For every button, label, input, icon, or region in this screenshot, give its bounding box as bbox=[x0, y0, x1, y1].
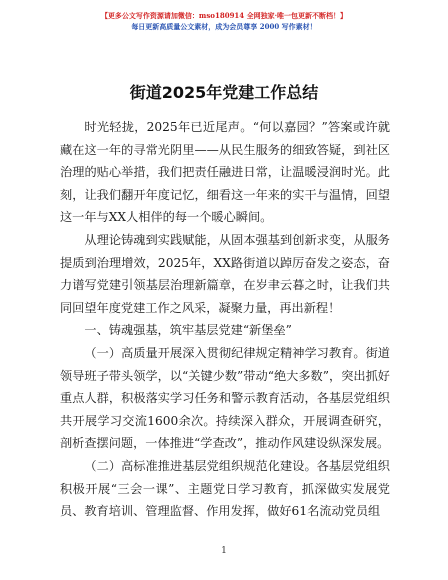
promo-line-blue: 每日更新高质量公文素材，成为会员尊享 2000 写作素材！ bbox=[131, 22, 317, 31]
document-title: 街道2025年党建工作总结 bbox=[129, 83, 319, 102]
section-heading-1: 一、铸魂强基，筑牢基层党建“新堡垒” bbox=[84, 323, 292, 338]
subsection-paragraph-1: （一）高质量开展深入贯彻纪律规定精神学习教育。街道领导班子带头领学，以“关键少数”带动“绝大多数”，突出抓好重点人群，积极落实学习任务和警示教育活动，各基层党组织共开展学习交流1600余次。持续深入群众，开展调查研究，剖析查摆问题，一体推进“学查改”，推动作风建设纵深发展。 bbox=[60, 345, 390, 451]
subsection-paragraph-2: （二）高标准推进基层党组织规范化建设。各基层党组织积极开展“三会一课”、主题党日学习教育，抓深做实发展党员、教育培训、管理监督、作用发挥，做好61名流动党员组 bbox=[60, 458, 390, 519]
promo-line-red: 【更多公文写作资源请加微信：mso180914 全网独家·唯一包更新不断档！】 bbox=[100, 11, 348, 20]
promo-banner bbox=[0, 10, 448, 32]
intro-paragraph-2: 从理论铸魂到实践赋能，从固本强基到创新求变，从服务提质到治理增效，2025年，XX路街道以踔厉奋发之姿态，奋力谱写党建引领基层治理新篇章，在岁聿云暮之时，让我们共同回望年度党建工作之风采，凝聚力量，再出新程！ bbox=[60, 232, 390, 315]
intro-paragraph-1: 时光轻拢，2025年已近尾声。“何以嘉园？”答案或许就藏在这一年的寻常光阴里——从民生服务的细致答疑，到社区治理的贴心举措，我们把责任融进日常，让温暖浸润时光。此刻，让我们翻开年度记忆，细看这一年来的实干与温情，回望这一年与XX人相伴的每一个暖心瞬间。 bbox=[60, 120, 390, 225]
page-number: 1 bbox=[221, 546, 227, 556]
document-body bbox=[60, 116, 390, 523]
